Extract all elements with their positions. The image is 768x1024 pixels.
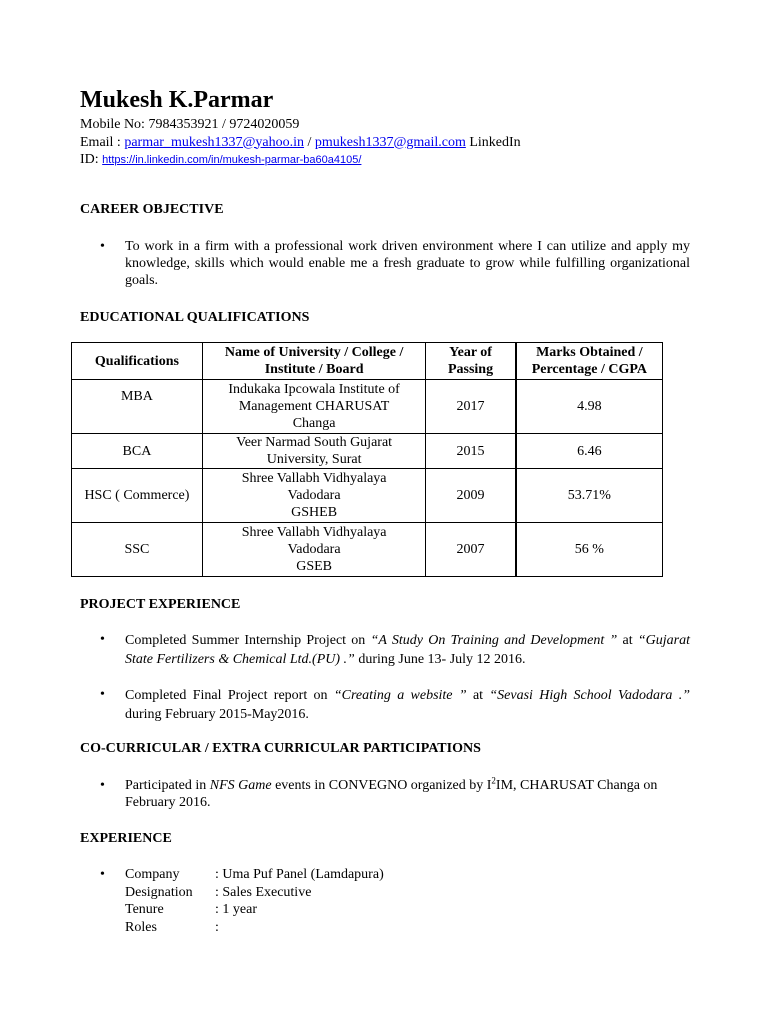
experience-value: : [215, 919, 219, 935]
project-experience-heading: PROJECT EXPERIENCE [80, 597, 241, 612]
institute-line: Vadodara [287, 488, 341, 503]
column-header: Year of Passing [426, 343, 516, 380]
qualification-cell: BCA [72, 434, 203, 469]
cocurricular-text [125, 777, 690, 811]
marks-cell: 53.71% [516, 469, 663, 523]
mobile-number: 7984353921 / 9724020059 [148, 117, 300, 132]
institute-line: GSHEB [291, 505, 338, 520]
project-text-part: during February 2015-May2016. [125, 707, 309, 722]
cocurricular-text-part: Participated in [125, 778, 210, 793]
cocurricular-text-part: events in CONVEGNO organized by I [271, 778, 492, 793]
column-header: Name of University / College / Institute / Board [202, 343, 426, 380]
year-cell: 2017 [426, 380, 516, 434]
year-cell: 2009 [426, 469, 516, 523]
qualification-cell: SSC [72, 523, 203, 577]
institute-line: GSEB [296, 559, 332, 574]
contact-block [80, 116, 720, 169]
project-text-part: at [617, 633, 638, 648]
table-header-row [72, 343, 663, 380]
email-link-gmail[interactable]: pmukesh1337@gmail.com [314, 134, 466, 150]
table-row [72, 523, 663, 577]
experience-label: Designation [125, 884, 193, 900]
experience-row [100, 884, 700, 902]
career-objective-heading: CAREER OBJECTIVE [80, 202, 224, 217]
cocurricular-heading: CO-CURRICULAR / EXTRA CURRICULAR PARTICIPATIONS [80, 741, 481, 756]
experience-row [100, 901, 700, 919]
project-text [125, 631, 690, 669]
email-separator: / [307, 134, 312, 150]
education-heading: EDUCATIONAL QUALIFICATIONS [80, 310, 310, 325]
institute-line: Management CHARUSAT [238, 399, 390, 414]
qualification-cell: MBA [72, 380, 203, 434]
email-line [80, 134, 720, 152]
institute-line: Shree Vallabh Vidhyalaya [241, 471, 387, 486]
project-organization: “Gujarat State Fertilizers & Chemical Ltd.(PU) .” [125, 633, 690, 667]
email-link-yahoo[interactable]: parmar_mukesh1337@yahoo.in [124, 134, 305, 150]
experience-label: Tenure [125, 902, 164, 917]
institute-cell [202, 523, 426, 577]
project-organization: “Sevasi High School Vadodara .” [489, 688, 690, 703]
column-header: Qualifications [72, 343, 203, 380]
year-cell: 2007 [426, 523, 516, 577]
education-table [71, 342, 663, 577]
institute-line: University, Surat [266, 452, 362, 467]
experience-value: : Uma Puf Panel (Lamdapura) [215, 867, 384, 882]
cocurricular-text-part: IM, CHARUSAT Changa on February 2016. [125, 778, 658, 810]
institute-cell [202, 434, 426, 469]
career-objective-text: To work in a firm with a professional work driven environment where I can utilize and apply my knowledge, skills which would enable me a fresh graduate to grow while fulfilling organizational goals. [125, 239, 690, 288]
experience-value: : 1 year [215, 902, 257, 917]
linkedin-link[interactable]: https://in.linkedin.com/in/mukesh-parmar-ba60a4105/ [102, 154, 362, 166]
table-row [72, 434, 663, 469]
bullet-icon: • [100, 632, 105, 647]
project-text-part: at [466, 688, 490, 703]
linkedin-line [80, 151, 720, 169]
project-text-part: Completed Final Project report on [125, 688, 334, 703]
bullet-icon: • [100, 239, 105, 254]
bullet-icon: • [100, 687, 105, 702]
marks-cell: 6.46 [516, 434, 663, 469]
experience-row [100, 866, 700, 884]
project-text-part: Completed Summer Internship Project on [125, 633, 371, 648]
project-title: “Creating a website ” [333, 688, 467, 703]
project-title: “A Study On Training and Development ” [370, 633, 618, 648]
superscript: 2 [491, 775, 496, 786]
experience-label: Company [125, 867, 180, 882]
institute-cell [202, 380, 426, 434]
email-label: Email : [80, 134, 121, 150]
bullet-icon: • [100, 867, 105, 882]
table-row [72, 380, 663, 434]
project-item [100, 631, 690, 669]
linkedin-label: LinkedIn [469, 134, 521, 150]
mobile-label: Mobile No: [80, 117, 145, 132]
institute-line: Indukaka Ipcowala Institute of [228, 382, 400, 397]
institute-line: Vadodara [287, 542, 341, 557]
experience-heading: EXPERIENCE [80, 831, 172, 846]
cocurricular-item [100, 777, 690, 811]
institute-line: Changa [292, 416, 336, 431]
event-name: NFS Game [209, 778, 272, 793]
experience-details [100, 866, 700, 936]
institute-line: Veer Narmad South Gujarat [236, 435, 393, 450]
linkedin-id-label: ID: [80, 152, 99, 167]
marks-cell: 56 % [516, 523, 663, 577]
experience-row [100, 919, 700, 937]
institute-line: Shree Vallabh Vidhyalaya [241, 525, 387, 540]
mobile-line [80, 116, 720, 134]
table-row [72, 469, 663, 523]
project-text [125, 686, 690, 724]
column-header: Marks Obtained / Percentage / CGPA [516, 343, 663, 380]
experience-label: Roles [125, 919, 157, 935]
project-item [100, 686, 690, 724]
qualification-cell: HSC ( Commerce) [72, 469, 203, 523]
bullet-icon: • [100, 778, 105, 793]
year-cell: 2015 [426, 434, 516, 469]
candidate-name: Mukesh K.Parmar [80, 87, 274, 113]
marks-cell: 4.98 [516, 380, 663, 434]
institute-cell [202, 469, 426, 523]
career-objective-item [100, 238, 690, 289]
experience-value: : Sales Executive [215, 884, 312, 900]
project-text-part: during June 13- July 12 2016. [354, 652, 526, 667]
